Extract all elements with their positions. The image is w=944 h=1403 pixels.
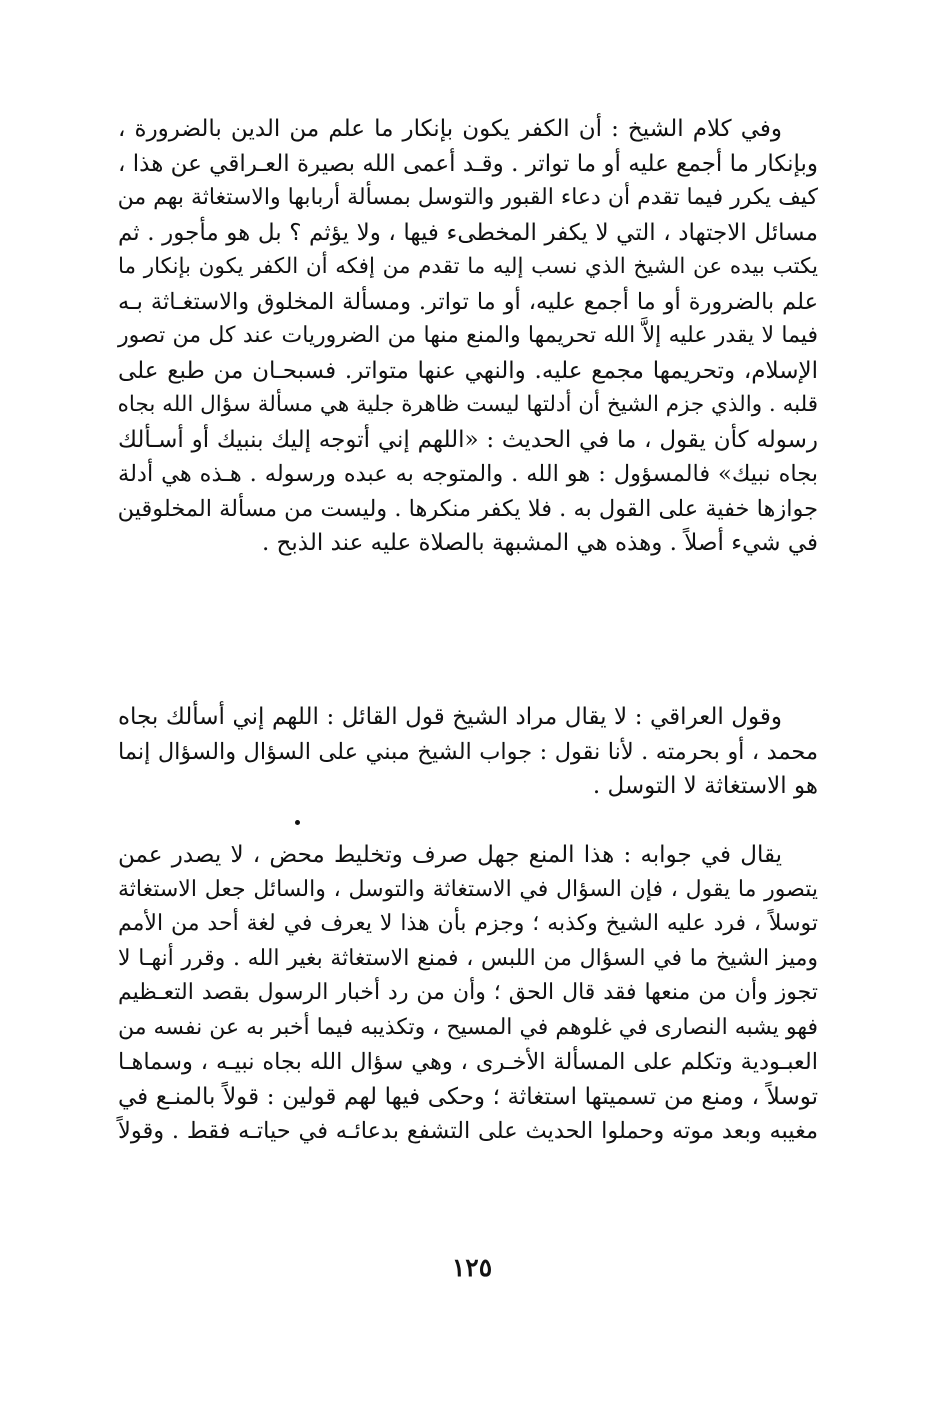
page-number: ١٢٥ [451, 1253, 493, 1282]
text-line: مسائل الاجتهاد ، التي لا يكفر المخطىء فيها ، ولا يؤثم ؟ بل هو مأجور . ثم [118, 219, 818, 246]
text-line: علم بالضرورة أو ما أجمع عليه، أو ما تواتر. ومسألة المخلوق والاستغـاثة بـه [118, 288, 818, 315]
page-body [118, 112, 818, 1149]
paragraph [118, 112, 818, 690]
text-line: وفي كلام الشيخ : أن الكفر يكون بإنكار ما علم من الدين بالضرورة ، [118, 116, 782, 142]
text-line: العبـودية وتكلم على المسألة الأخـرى ، وهي سؤال الله بجاه نبيـه ، وسماهـا [118, 1049, 818, 1075]
text-line: فيما لا يقدر عليه إلاَّ الله تحريمها والمنع منها من الضروريات عند كل من تصور [118, 323, 818, 348]
text-line: يقال في جوابه : هذا المنع جهل صرف وتخليط محض ، لا يصدر عمن [118, 842, 782, 868]
text-line: في شيء أصلاً . وهذه هي المشبهة بالصلاة عليه عند الذبح . [261, 530, 818, 556]
text-line: مغيبه وبعد موته وحملوا الحديث على التشفع بدعائـه في حياتـه فقط . وقولاً [118, 1118, 818, 1144]
paragraph [118, 700, 818, 820]
text-line: وبإنكار ما أجمع عليه أو ما تواتر . وقـد أعمى الله بصيرة العـراقي عن هذا ، [118, 150, 818, 177]
text-line: وميز الشيخ ما في السؤال من اللبس ، فمنع الاستغاثة بغير الله . وقرر أنهـا لا [118, 945, 818, 971]
text-line: محمد ، أو بحرمته . لأنا نقول : جواب الشيخ مبني على السؤال والسؤال إنما [118, 738, 818, 765]
text-line: يكتب بيده عن الشيخ الذي نسب إليه ما تقدم من إفكه أن الكفر يكون بإنكار ما [118, 254, 818, 279]
paragraph [118, 838, 818, 1149]
text-line: توسلاً ، ومنع من تسميتها استغاثة ؛ وحكى فيها لهم قولين : قولاً بالمنـع في [118, 1083, 818, 1110]
ink-dot [295, 820, 300, 825]
text-line: فهو يشبه النصارى في غلوهم في المسيح ، وتكذيبه فيما أخبر به عن نفسه من [118, 1014, 818, 1040]
text-line: الإسلام، وتحريمها مجمع عليه. والنهي عنها متواتر. فسبحـان من طبع على [118, 357, 818, 384]
text-line: كيف يكرر فيما تقدم أن دعاء القبور والتوسل بمسألة أربابها والاستغاثة بهم من [117, 185, 818, 210]
text-line: هو الاستغاثة لا التوسل . [592, 773, 818, 799]
text-line: يتصور ما يقول ، فإن السؤال في الاستغاثة والتوسل ، والسائل جعل الاستغاثة [118, 876, 818, 902]
text-line: رسوله كأن يقول ، ما في الحديث : «اللهم إني أتوجه إليك بنبيك أو أسـألك [118, 426, 818, 453]
text-line: جوازها خفية على القول به . فلا يكفر منكرها . وليست من مسألة المخلوقين [117, 495, 818, 522]
text-line: قلبه . والذي جزم الشيخ أن أدلتها ليست ظاهرة جلية هي مسألة سؤال الله بجاه [117, 392, 818, 417]
text-line: توسلاً ، فرد عليه الشيخ وكذبه ؛ وجزم بأن هذا لا يعرف في لغة أحد من الأمم [118, 911, 818, 936]
text-line: تجوز وأن من منعها فقد قال الحق ؛ وأن من رد أخبار الرسول بقصد التعـظيم [118, 980, 818, 1005]
text-line: وقول العراقي : لا يقال مراد الشيخ قول القائل : اللهم إني أسألك بجاه [118, 704, 783, 730]
text-line: بجاه نبيك» فالمسؤول : هو الله . والمتوجه به عبده ورسوله . هـذه هي أدلة [118, 461, 818, 487]
